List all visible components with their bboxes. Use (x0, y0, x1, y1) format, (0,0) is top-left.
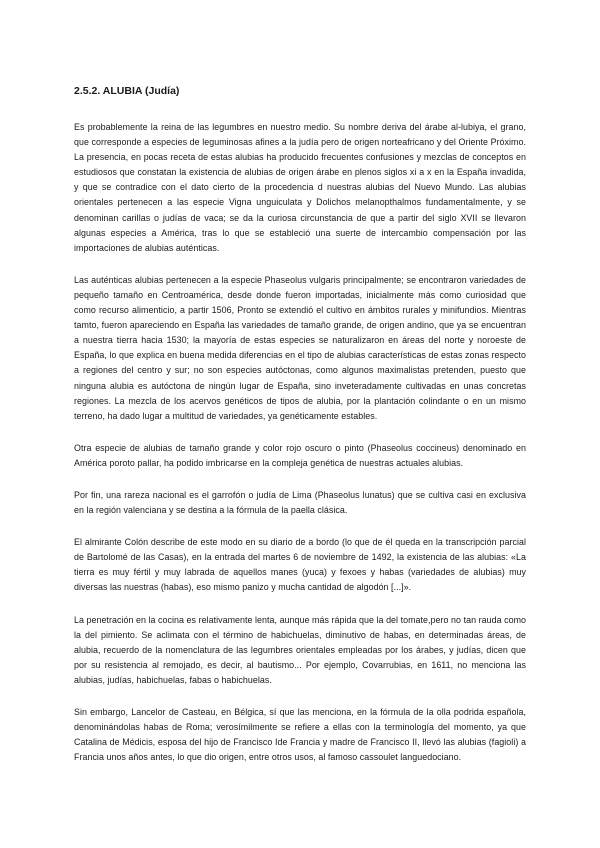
section-heading: 2.5.2. ALUBIA (Judía) (74, 85, 180, 97)
paragraph-penetracion: La penetración en la cocina es relativamente lenta, aunque más rápida que la del tomate,pero no tan rauda como la del pimiento. Se aclimata con el término de habichuelas, diminutivo de habas, en determinadas áreas, de alubia, recuerdo de la nomenclatura de las legumbres orientales empleadas por los árabes, y judías, dicen que por su resistencia al remojado, es decir, al bautismo... Por ejemplo, Covarrubias, en 1611, no menciona las alubias, judías, habichuelas, fabas o habichuelas. (74, 614, 526, 685)
paragraph-casteau: Sin embargo, Lancelor de Casteau, en Bélgica, sí que las menciona, en la fórmula de la olla podrida española, denominándolas habas de Roma; verosímilmente se refiere a ellas con la terminología del momento, ya que Catalina de Médicis, esposa del hijo de Francisco Ide Francia y madre de Francisco II, llevó las alubias (fagioli) a Francia unos años antes, lo que dio origen, entre otros usos, al famoso cassoulet languedociano. (74, 707, 526, 763)
paragraph-origin: Es probablemente la reina de las legumbres en nuestro medio. Su nombre deriva del árabe al-lubiya, el grano, que corresponde a especies de leguminosas afines a la judía pero de origen norteafricano y del Oriente Próximo. La presencia, en pocas receta de estas alubias ha producido frecuentes confusiones y mezclas de conceptos en estudiosos que constatan la existencia de alubias de origen árabe en plenos siglos xi a x en la España invadida, y que se contradice con el dato cierto de la procedencia d nuestras alubias del Nuevo Mundo. Las alubias orientales pertenecen a las especie Vigna unguiculata y Dolichos melanopthalmos fundamentalmente, y se denominan carillas o judías de vaca; se da la curiosa circunstancia de que a partir del siglo XVII se llevaron algunas especies a América, tras lo que se estableció una suerte de intercambio compensación por las importaciones de alubias auténticas. (74, 122, 526, 253)
paragraph-phaseolus-vulgaris: Las auténticas alubias pertenecen a la especie Phaseolus vulgaris principalmente; se encontraron variedades de pequeño tamaño en Centroamérica, desde donde fueron importadas, inicialmente más como curiosidad que como recurso alimenticio, a partir 1506, Pronto se extendió el cultivo en ámbitos rurales y minifundios. Mientras tamto, fueron apareciendo en España las variedades de tamaño grande, de origen andino, que ya se encuentran a nuestra tierra hacia 1530; la mayoría de estas especies se naturalizaron en áreas del norte y noroeste de España, lo que explica en buena medida diferencias en el tipo de alubias características de estas zonas respecto a regiones del centro y sur; no son especies autóctonas, como algunos maximalistas pretenden, puesto que ninguna alubia es autóctona de ningún lugar de España, sino inveteradamente cultivadas en unas concretas regiones. La mezcla de los acervos genéticos de tipos de alubia, por la plantación colindante o en un mismo terreno, ha dado lugar a multitud de variedades, ya genéticamente estables. (74, 274, 526, 421)
paragraph-phaseolus-coccineus: Otra especie de alubias de tamaño grande y color rojo oscuro o pinto (Phaseolus coccineus) denominado en América poroto pallar, ha podido imbricarse en la compleja genética de nuestras actuales alubias. (74, 442, 526, 468)
paragraph-colon: El almirante Colón describe de este modo en su diario de a bordo (lo que de él queda en la transcripción parcial de Bartolomé de las Casas), en la entrada del martes 6 de noviembre de 1492, la existencia de las alubias: «La tierra es muy fértil y muy labrada de aquellos manes (yuca) y fexoes y habas (variedades de alubias) muy diversas las nuestras (habas), eso mismo panizo y mucha cantidad de algodón [...]». (74, 537, 526, 593)
paragraph-garrofon: Por fin, una rareza nacional es el garrofón o judía de Lima (Phaseolus lunatus) que se cultiva casi en exclusiva en la región valenciana y se destina a la fórmula de la paella clásica. (74, 489, 526, 516)
